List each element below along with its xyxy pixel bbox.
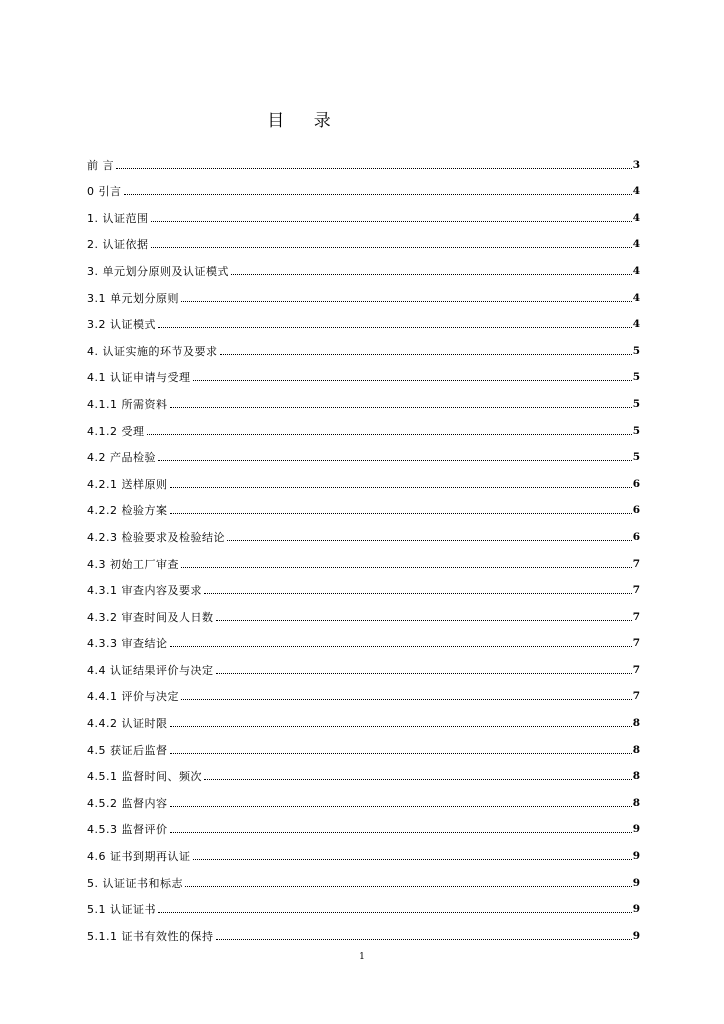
toc-entry-page: 7 [632, 557, 640, 570]
toc-entry-page: 6 [632, 504, 640, 517]
toc-entry-label: 4. 认证实施的环节及要求 [87, 344, 218, 358]
toc-dot-leader [170, 512, 632, 514]
toc-dot-leader [193, 858, 632, 860]
toc-dot-leader [147, 433, 632, 435]
toc-entry-page: 5 [632, 451, 640, 464]
toc-dot-leader [193, 379, 632, 381]
toc-entry-page: 4 [632, 318, 640, 331]
toc-dot-leader [170, 725, 632, 727]
toc-entry-label: 4.4.1 评价与决定 [87, 690, 179, 704]
toc-entry-page: 4 [632, 264, 640, 277]
toc-dot-leader [227, 539, 632, 541]
toc-dot-leader [158, 911, 632, 913]
toc-entry-page: 4 [632, 238, 640, 251]
toc-entry-page: 9 [632, 929, 640, 942]
toc-dot-leader [124, 193, 632, 195]
toc-entry[interactable] [87, 890, 640, 917]
toc-dot-leader [170, 752, 632, 754]
toc-entry[interactable] [87, 757, 640, 784]
toc-entry-page: 4 [632, 185, 640, 198]
toc-entry[interactable] [87, 251, 640, 278]
toc-entry[interactable] [87, 358, 640, 385]
toc-entry-page: 8 [632, 770, 640, 783]
toc-entry[interactable] [87, 863, 640, 890]
toc-dot-leader [185, 885, 632, 887]
page-number: 1 [359, 952, 365, 962]
toc-dot-leader [116, 167, 632, 169]
toc-entry[interactable] [87, 544, 640, 571]
toc-entry-label: 2. 认证依据 [87, 238, 149, 252]
toc-entry[interactable] [87, 730, 640, 757]
toc-entry-page: 4 [632, 211, 640, 224]
toc-entry-label: 4.5.3 监督评价 [87, 823, 168, 837]
toc-title: 目 录 [267, 111, 343, 131]
toc-entry-label: 0 引言 [87, 185, 122, 199]
toc-entry-label: 4.1 认证申请与受理 [87, 371, 191, 385]
toc-entry[interactable] [87, 464, 640, 491]
toc-dot-leader [170, 486, 632, 488]
toc-dot-leader [181, 300, 632, 302]
toc-entry[interactable] [87, 438, 640, 465]
toc-entry-label: 4.3.2 审查时间及人日数 [87, 610, 214, 624]
toc-entry-page: 5 [632, 424, 640, 437]
toc-entry-page: 7 [632, 610, 640, 623]
toc-dot-leader [151, 246, 632, 248]
toc-entry-page: 3 [632, 158, 640, 171]
toc-entry[interactable] [87, 571, 640, 598]
toc-entry-label: 3.1 单元划分原则 [87, 291, 179, 305]
toc-entry-label: 前 言 [87, 158, 114, 172]
toc-entry[interactable] [87, 491, 640, 518]
toc-entry[interactable] [87, 624, 640, 651]
toc-entry-label: 4.2.1 送样原则 [87, 477, 168, 491]
toc-dot-leader [158, 459, 632, 461]
toc-entry[interactable] [87, 145, 640, 172]
toc-entry-page: 9 [632, 903, 640, 916]
toc-entry[interactable] [87, 411, 640, 438]
toc-entry[interactable] [87, 278, 640, 305]
toc-entry-label: 3.2 认证模式 [87, 318, 156, 332]
toc-entry-label: 4.2.2 检验方案 [87, 504, 168, 518]
toc-entry-label: 1. 认证范围 [87, 211, 149, 225]
toc-entry-label: 4.4 认证结果评价与决定 [87, 663, 214, 677]
toc-entry-page: 7 [632, 690, 640, 703]
toc-entry[interactable] [87, 597, 640, 624]
toc-entry[interactable] [87, 198, 640, 225]
toc-dot-leader [220, 353, 632, 355]
toc-entry-page: 5 [632, 397, 640, 410]
toc-entry-page: 8 [632, 796, 640, 809]
toc-entry[interactable] [87, 517, 640, 544]
toc-entry-label: 3. 单元划分原则及认证模式 [87, 264, 229, 278]
toc-entry-label: 5.1 认证证书 [87, 903, 156, 917]
toc-dot-leader [216, 938, 632, 940]
toc-dot-leader [231, 273, 632, 275]
toc-entry[interactable] [87, 836, 640, 863]
toc-entry-label: 4.4.2 认证时限 [87, 717, 168, 731]
toc-entry-page: 4 [632, 291, 640, 304]
toc-entry-label: 4.1.1 所需资料 [87, 397, 168, 411]
toc-entry-label: 4.6 证书到期再认证 [87, 850, 191, 864]
toc-entry-page: 8 [632, 717, 640, 730]
toc-entry-page: 7 [632, 663, 640, 676]
toc-entry-label: 4.5 获证后监督 [87, 743, 168, 757]
toc-entry-label: 4.2 产品检验 [87, 451, 156, 465]
toc-entry[interactable] [87, 677, 640, 704]
toc-entry[interactable] [87, 384, 640, 411]
toc-entry[interactable] [87, 172, 640, 199]
toc-entry[interactable] [87, 305, 640, 332]
toc-entry-label: 4.5.1 监督时间、频次 [87, 770, 202, 784]
toc-dot-leader [158, 326, 632, 328]
toc-dot-leader [204, 592, 632, 594]
toc-entry-page: 7 [632, 637, 640, 650]
toc-entry-label: 5. 认证证书和标志 [87, 876, 183, 890]
toc-dot-leader [181, 698, 632, 700]
toc-entry-page: 7 [632, 584, 640, 597]
toc-entry-page: 9 [632, 823, 640, 836]
toc-entry-label: 4.1.2 受理 [87, 424, 145, 438]
toc-entry-label: 5.1.1 证书有效性的保持 [87, 929, 214, 943]
toc-list [87, 145, 640, 943]
toc-entry-page: 8 [632, 743, 640, 756]
toc-dot-leader [204, 778, 632, 780]
toc-entry-page: 5 [632, 371, 640, 384]
toc-entry-page: 6 [632, 477, 640, 490]
toc-entry-page: 9 [632, 876, 640, 889]
toc-dot-leader [170, 406, 632, 408]
toc-entry-page: 9 [632, 850, 640, 863]
toc-entry-page: 6 [632, 530, 640, 543]
toc-entry-label: 4.3.1 审查内容及要求 [87, 584, 202, 598]
toc-dot-leader [216, 672, 632, 674]
toc-entry[interactable] [87, 783, 640, 810]
toc-dot-leader [181, 566, 632, 568]
toc-entry[interactable] [87, 650, 640, 677]
toc-dot-leader [170, 645, 632, 647]
toc-entry[interactable] [87, 810, 640, 837]
toc-entry-page: 5 [632, 344, 640, 357]
toc-entry[interactable] [87, 703, 640, 730]
toc-dot-leader [170, 831, 632, 833]
toc-entry[interactable] [87, 225, 640, 252]
toc-dot-leader [170, 805, 632, 807]
toc-entry-label: 4.2.3 检验要求及检验结论 [87, 530, 225, 544]
toc-entry[interactable] [87, 916, 640, 943]
toc-entry-label: 4.5.2 监督内容 [87, 796, 168, 810]
toc-entry-label: 4.3 初始工厂审查 [87, 557, 179, 571]
toc-dot-leader [216, 619, 632, 621]
toc-dot-leader [151, 220, 632, 222]
toc-entry-label: 4.3.3 审查结论 [87, 637, 168, 651]
toc-entry[interactable] [87, 331, 640, 358]
